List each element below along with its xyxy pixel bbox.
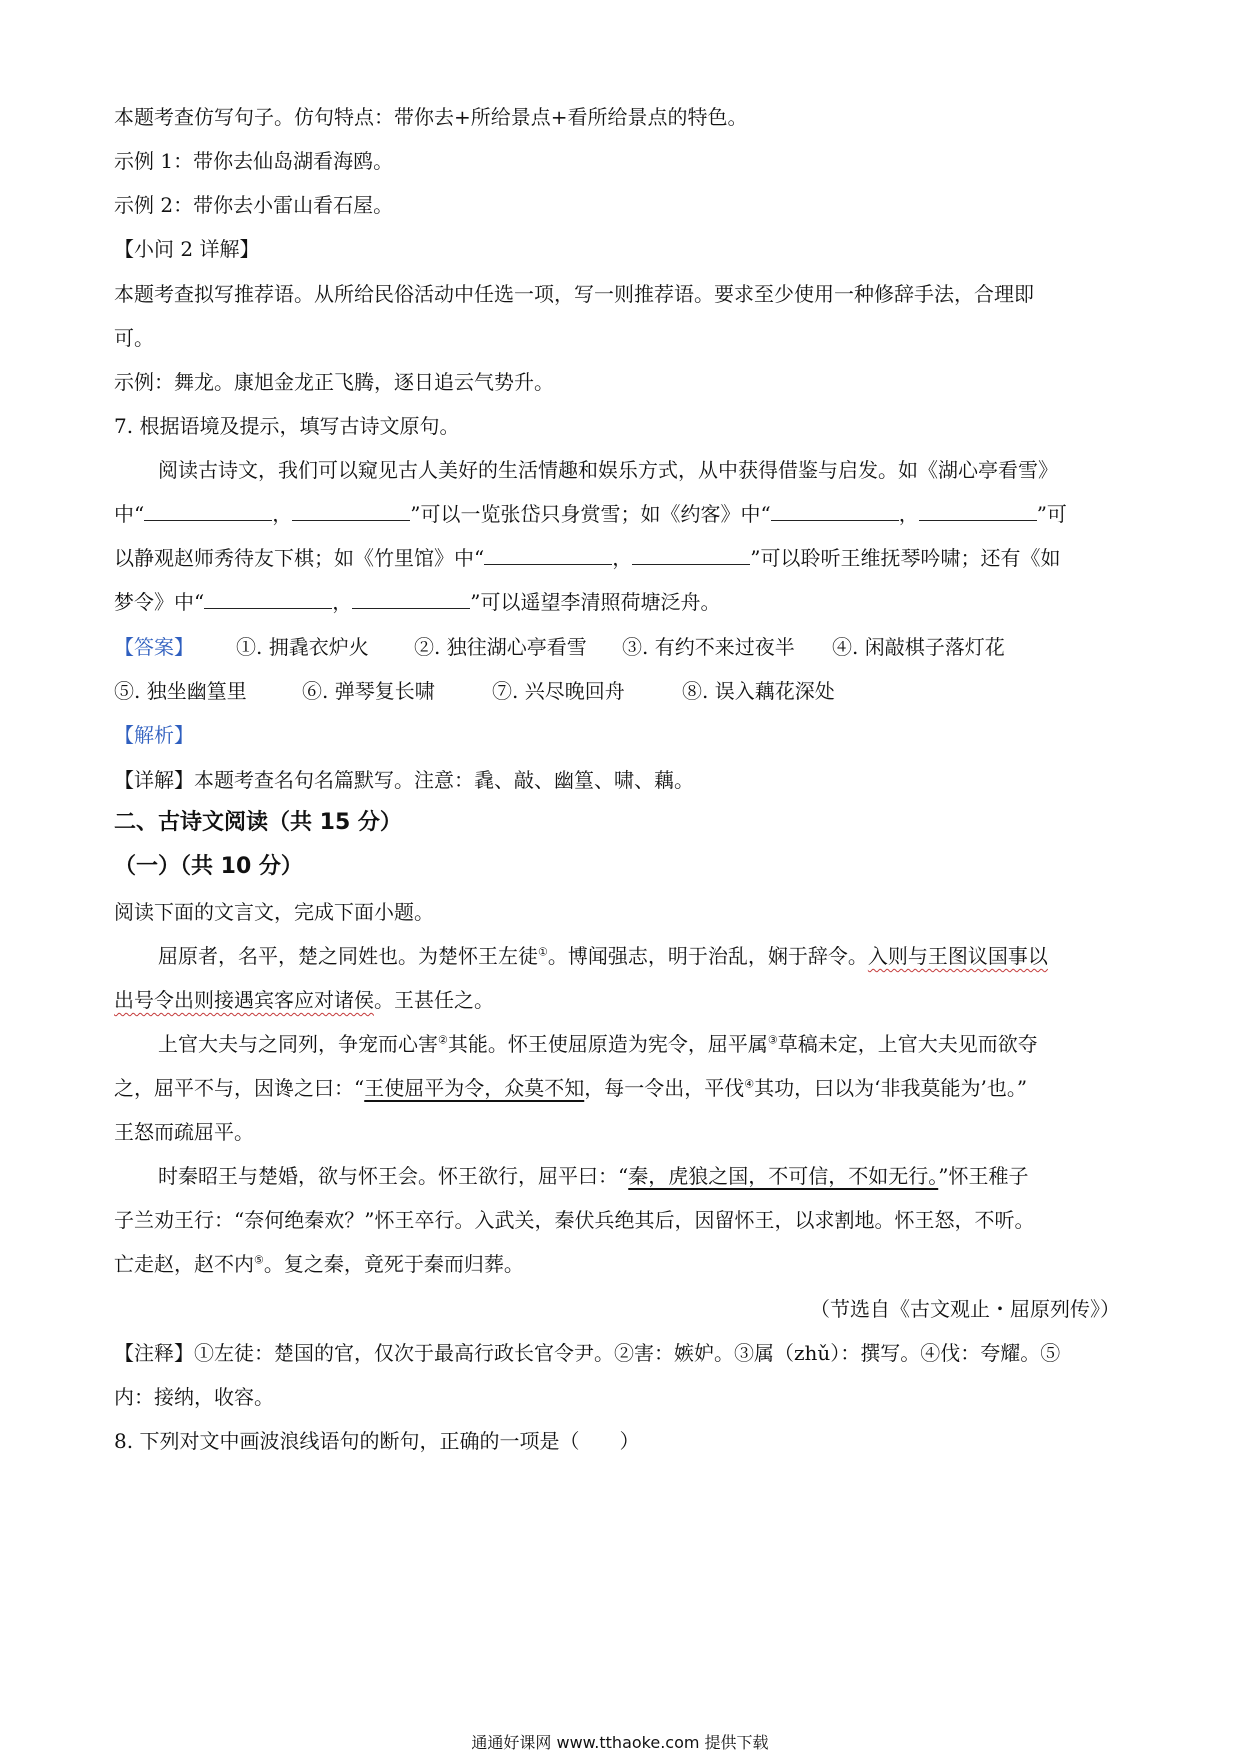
analysis-tag: 【解析】: [114, 723, 194, 747]
footnote-mark: ④: [744, 1077, 755, 1091]
answer-blank-7[interactable]: [204, 590, 332, 609]
answer-item: ②. 独往湖心亭看雪: [414, 635, 587, 659]
page-footer: 通通好课网 www.tthaoke.com 提供下载: [471, 1733, 769, 1752]
q7-text: ，: [272, 502, 293, 526]
passage-text: 草稿未定，上官大夫见而欲夺: [777, 1032, 1038, 1056]
answer-item: ⑧. 误入藕花深处: [682, 679, 835, 703]
q7-context-line-1: 阅读古诗文，我们可以窥见古人美好的生活情趣和娱乐方式，从中获得借鉴与启发。如《湖心亭看雪》: [158, 458, 1058, 482]
q7-answer-row-2: [114, 678, 1124, 704]
answer-item: ①. 拥毳衣炉火: [236, 635, 369, 659]
passage-line: [114, 1075, 1027, 1101]
q7-text: ，: [612, 546, 633, 570]
q6-explanation: 本题考查仿写句子。仿句特点：带你去+所给景点+看所给景点的特色。: [114, 105, 748, 129]
q8-title: 8. 下列对文中画波浪线语句的断句，正确的一项是（ ）: [114, 1429, 640, 1453]
passage-line: [158, 1031, 1038, 1057]
passage-text: 屈原者，名平，楚之同姓也。为楚怀王左徒: [158, 944, 538, 968]
q6-part2-explanation: 本题考查拟写推荐语。从所给民俗活动中任选一项，写一则推荐语。要求至少使用一种修辞手法，合理即: [114, 282, 1034, 306]
answer-blank-5[interactable]: [484, 546, 612, 565]
footnote-mark: ⑤: [254, 1253, 264, 1267]
q6-example-1: 示例 1：带你去仙岛湖看海鸥。: [114, 149, 394, 173]
q7-text: ，: [898, 502, 919, 526]
answer-blank-3[interactable]: [771, 502, 899, 521]
answer-blank-1[interactable]: [144, 502, 272, 521]
q7-text: ”可: [1036, 502, 1067, 526]
passage-text: 。王甚任之。: [374, 988, 494, 1012]
passage-text: 其功，曰以为‘非我莫能为’也。”: [754, 1076, 1028, 1100]
passage-text: 其能。怀王使屈原造为宪令，屈平属: [447, 1032, 768, 1056]
section-title: 二、古诗文阅读（共 15 分）: [114, 810, 402, 835]
answer-blank-2[interactable]: [292, 502, 410, 521]
annotation-notes: 【注释】①左徒：楚国的官，仅次于最高行政长官令尹。②害：嫉妒。③属（zhǔ）：撰写。④伐：夸耀。⑤: [114, 1341, 1061, 1365]
passage-line: [114, 1251, 524, 1277]
q7-text: ”可以一览张岱只身赏雪；如《约客》中“: [410, 502, 771, 526]
passage-line: [158, 1163, 1028, 1189]
footnote-mark: ①: [538, 945, 548, 959]
q7-text: ”可以聆听王维抚琴吟啸；还有《如: [750, 546, 1061, 570]
answer-item: ⑦. 兴尽晚回舟: [492, 679, 625, 703]
annotation-notes-cont: 内：接纳，收容。: [114, 1385, 274, 1409]
q7-context-line-2: [114, 501, 1067, 527]
passage-source: （节选自《古文观止・屈原列传》）: [810, 1297, 1120, 1321]
passage-text: ”怀王稚子: [938, 1164, 1029, 1188]
passage-line: 子兰劝王行：“奈何绝秦欢？”怀王卒行。入武关，秦伏兵绝其后，因留怀王，以求割地。怀王怒，不听。: [114, 1208, 1035, 1232]
q6-part2-header: 【小问 2 详解】: [114, 237, 260, 261]
q7-detail: 【详解】本题考查名句名篇默写。注意：毳、敲、幽篁、啸、藕。: [114, 768, 694, 792]
q7-answer-row-1: [114, 634, 1124, 660]
subsection-title: （一）（共 10 分）: [114, 854, 303, 879]
passage-text: 。复之秦，竟死于秦而归葬。: [263, 1252, 524, 1276]
q7-text: 以静观赵师秀待友下棋；如《竹里馆》中“: [114, 546, 485, 570]
wavy-underlined-sentence: 出号令出则接遇宾客应对诸侯: [114, 988, 374, 1012]
passage-line: [114, 987, 494, 1013]
answer-blank-6[interactable]: [632, 546, 750, 565]
passage-text: 时秦昭王与楚婚，欲与怀王会。怀王欲行，屈平曰：“: [158, 1164, 629, 1188]
answer-blank-8[interactable]: [352, 590, 470, 609]
passage-text: 上官大夫与之同列，争宠而心害: [158, 1032, 438, 1056]
q7-context-line-4: [114, 589, 720, 615]
passage-line: 王怒而疏屈平。: [114, 1120, 254, 1144]
footnote-mark: ③: [767, 1033, 778, 1047]
q7-text: ，: [332, 590, 353, 614]
answer-item: ④. 闲敲棋子落灯花: [832, 635, 1005, 659]
q6-example-2: 示例 2：带你去小雷山看石屋。: [114, 193, 394, 217]
passage-text: 亡走赵，赵不内: [114, 1252, 254, 1276]
footnote-mark: ②: [438, 1033, 448, 1047]
q7-title: 7. 根据语境及提示，填写古诗文原句。: [114, 414, 460, 438]
underlined-sentence: 王使屈平为令，众莫不知: [364, 1076, 585, 1100]
q7-text: ”可以遥望李清照荷塘泛舟。: [470, 590, 721, 614]
answer-item: ⑥. 弹琴复长啸: [302, 679, 435, 703]
passage-line: [158, 943, 1048, 969]
q7-context-line-3: [114, 545, 1060, 571]
answer-tag: 【答案】: [114, 635, 194, 659]
q6-part2-example: 示例：舞龙。康旭金龙正飞腾，逐日追云气势升。: [114, 370, 554, 394]
wavy-underlined-sentence: 入则与王图议国事以: [867, 944, 1048, 968]
passage-text: 。博闻强志，明于治乱，娴于辞令。: [547, 944, 868, 968]
answer-item: ⑤. 独坐幽篁里: [114, 679, 247, 703]
q7-text: 中“: [114, 502, 145, 526]
answer-blank-4[interactable]: [919, 502, 1037, 521]
reading-instruction: 阅读下面的文言文，完成下面小题。: [114, 900, 434, 924]
answer-item: ③. 有约不来过夜半: [622, 635, 795, 659]
q7-text: 梦令》中“: [114, 590, 205, 614]
passage-text: 之，屈平不与，因谗之曰：“: [114, 1076, 365, 1100]
q6-part2-explanation-cont: 可。: [114, 326, 154, 350]
underlined-sentence: 秦，虎狼之国，不可信，不如无行。: [628, 1164, 939, 1188]
passage-text: ，每一令出，平伐: [584, 1076, 745, 1100]
